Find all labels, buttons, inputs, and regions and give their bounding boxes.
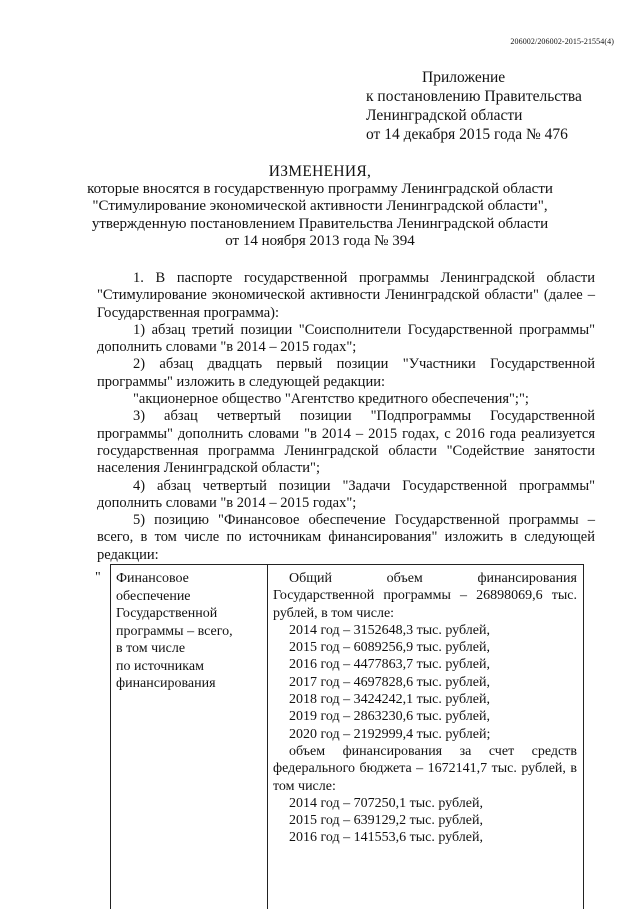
appendix-line: Ленинградской области <box>366 107 523 124</box>
appendix-line: к постановлению Правительства <box>366 88 582 105</box>
title-line: от 14 ноября 2013 года № 394 <box>225 233 415 249</box>
year-line: 2017 год – 4697828,6 тыс. рублей, <box>289 674 490 690</box>
paragraph: 3) абзац четвертый позиции "Подпрограммы Государственной программы" дополнить словами "в 2014 – 2015 годах, с 2016 года реализуется государственная программа Ленинградской области "Содействие занятости населения Ленинградской области"; <box>97 408 595 477</box>
left-cell-line: в том числе <box>116 641 186 656</box>
title-heading: ИЗМЕНЕНИЯ, <box>268 163 372 180</box>
year-line: 2016 год – 4477863,7 тыс. рублей, <box>289 657 490 673</box>
left-cell-line: финансирования <box>116 676 216 691</box>
title-line: "Стимулирование экономической активности Ленинградской области", <box>92 198 548 214</box>
year-line: 2014 год – 3152648,3 тыс. рублей, <box>289 622 490 638</box>
left-cell-line: по источникам <box>116 658 204 674</box>
total-financing-text: Общий объем финансирования Государственной программы – 26898069,6 тыс. рублей, в том числе: <box>273 571 577 621</box>
appendix-line: от 14 декабря 2015 года № 476 <box>366 126 568 143</box>
table-column-divider <box>267 565 268 909</box>
table-right-cell <box>273 570 577 847</box>
year-line: 2016 год – 141553,6 тыс. рублей, <box>289 830 483 846</box>
paragraph: 2) абзац двадцать первый позиции "Участники Государственной программы" изложить в следующей редакции: <box>97 356 595 390</box>
table-left-cell <box>116 570 262 693</box>
year-line: 2020 год – 2192999,4 тыс. рублей; <box>289 726 491 742</box>
opening-quote: " <box>95 570 101 585</box>
left-cell-line: Государственной <box>116 606 218 621</box>
title-line: утвержденную постановлением Правительства Ленинградской области <box>91 215 549 232</box>
year-line: 2014 год – 707250,1 тыс. рублей, <box>289 795 483 811</box>
paragraph: 1) абзац третий позиции "Соисполнители Государственной программы" дополнить словами "в 2014 – 2015 годах"; <box>97 321 595 356</box>
year-line: 2018 год – 3424242,1 тыс. рублей, <box>289 692 490 708</box>
left-cell-line: обеспечение <box>116 588 191 604</box>
document-code: 206002/206002-2015-21554(4) <box>510 37 614 46</box>
document-title <box>60 163 580 251</box>
appendix-line: Приложение <box>422 69 506 86</box>
federal-financing-text: объем финансирования за счет средств федерального бюджета – 1672141,7 тыс. рублей, в том числе: <box>273 743 577 794</box>
year-line: 2015 год – 639129,2 тыс. рублей, <box>289 813 483 829</box>
appendix-block <box>366 68 616 144</box>
document-body <box>97 270 595 564</box>
left-cell-line: программы – всего, <box>116 623 233 639</box>
paragraph: "акционерное общество "Агентство кредитного обеспечения";"; <box>133 391 529 408</box>
year-line: 2019 год – 2863230,6 тыс. рублей, <box>289 709 490 725</box>
left-cell-line: Финансовое <box>116 571 189 586</box>
paragraph: 1. В паспорте государственной программы Ленинградской области "Стимулирование экономической активности Ленинградской области" (далее – Государственная программа): <box>97 270 595 321</box>
paragraph: 4) абзац четвертый позиции "Задачи Государственной программы" дополнить словами "в 2014 – 2015 годах"; <box>97 477 595 511</box>
year-line: 2015 год – 6089256,9 тыс. рублей, <box>289 640 490 656</box>
title-line: которые вносятся в государственную программу Ленинградской области <box>87 180 553 197</box>
paragraph: 5) позицию "Финансовое обеспечение Государственной программы – всего, в том числе по источникам финансирования" изложить в следующей редакции: <box>97 512 595 563</box>
